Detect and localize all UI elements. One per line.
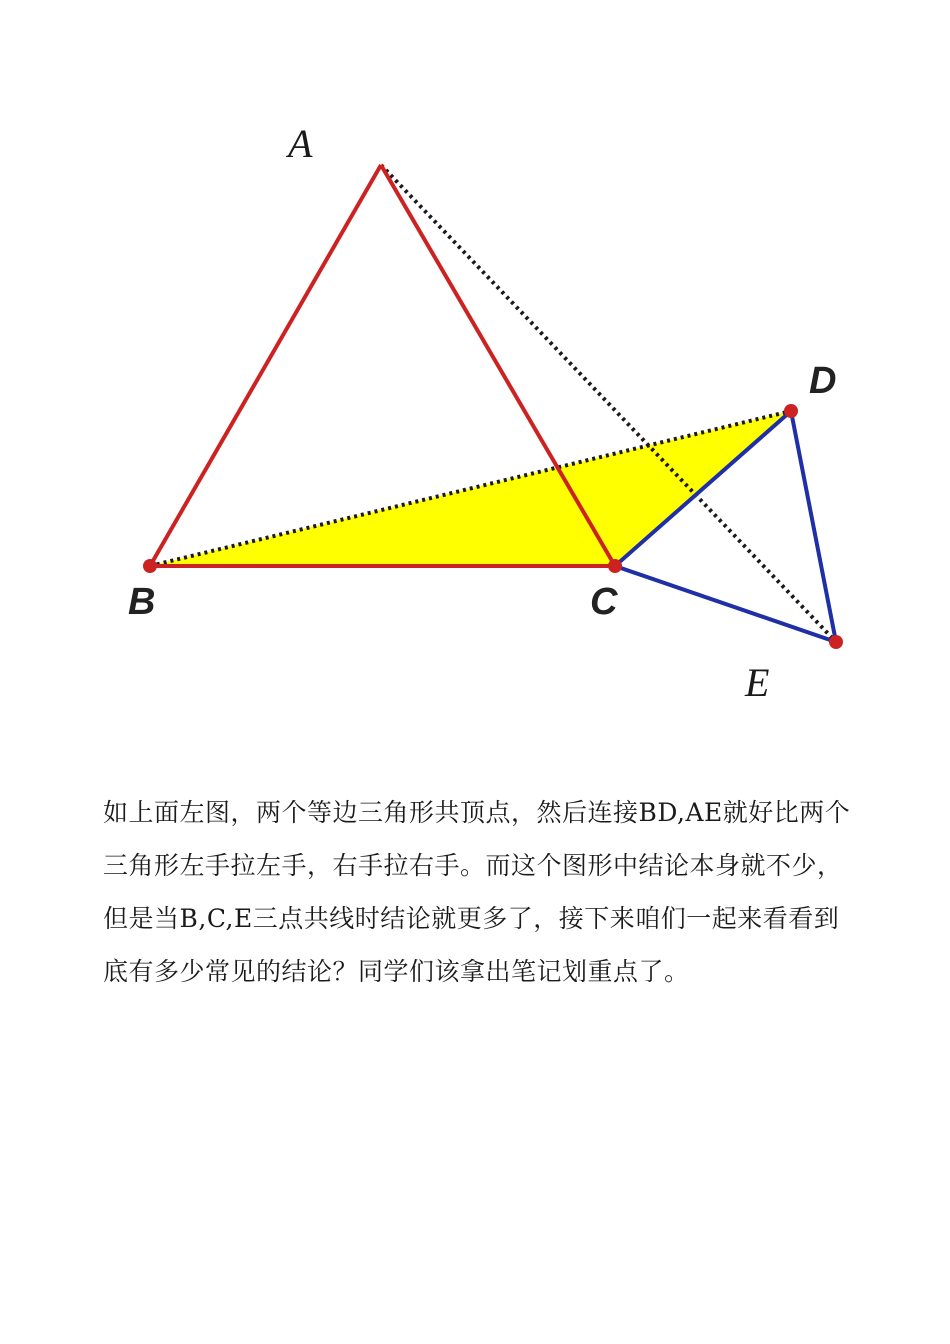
vertex-point-e [829, 635, 843, 649]
vertex-point-c [608, 559, 622, 573]
label-a: A [288, 121, 313, 166]
segment-de [791, 411, 836, 642]
segment-ce [615, 566, 836, 642]
paragraph-line-4: 底有多少常见的结论？同学们该拿出笔记划重点了。 [103, 957, 690, 986]
paragraph-line-1: 如上面左图，两个等边三角形共顶点，然后连接BD,AE就好比两个 [103, 798, 851, 827]
label-b: B [128, 581, 156, 623]
vertex-point-b [143, 559, 157, 573]
segment-ae-dotted [381, 165, 836, 642]
paragraph-line-2: 三角形左手拉左手，右手拉右手。而这个图形中结论本身就不少， [103, 851, 843, 880]
label-e: E [745, 660, 770, 705]
paragraph-line-3: 但是当B,C,E三点共线时结论就更多了，接下来咱们一起来看看到 [103, 904, 840, 933]
segment-ab [150, 165, 381, 566]
vertex-point-d [784, 404, 798, 418]
body-paragraph [103, 786, 903, 998]
label-c: C [590, 581, 618, 623]
label-d: D [809, 360, 837, 402]
